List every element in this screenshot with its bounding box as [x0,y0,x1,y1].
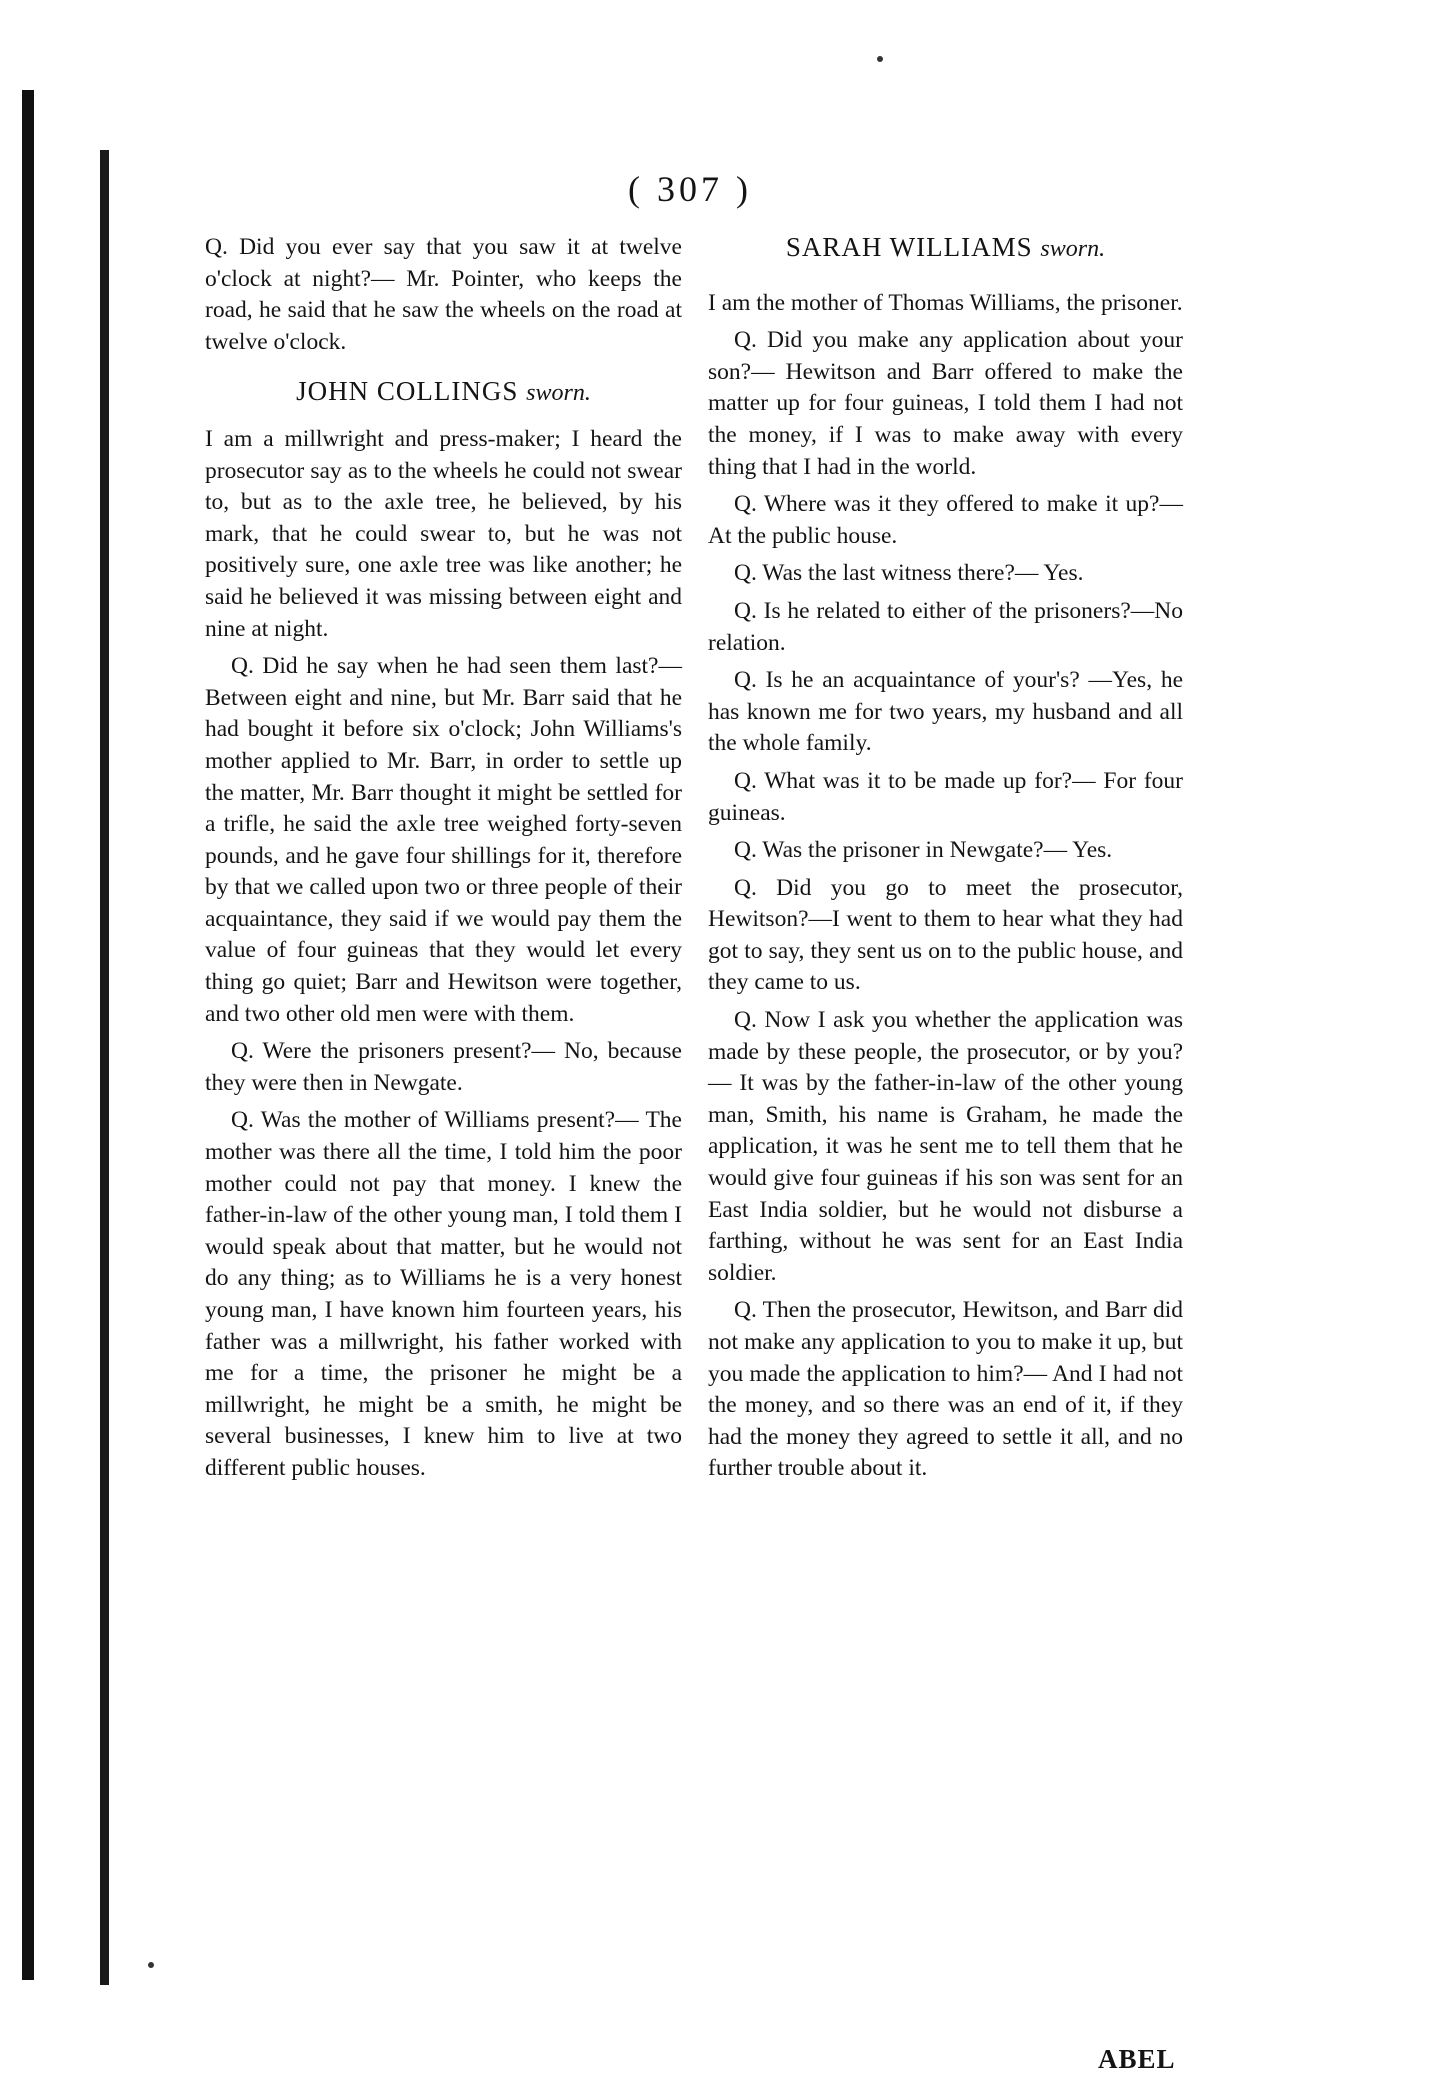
witness-heading-john-collings [205,376,682,410]
scan-speck [148,1962,154,1968]
witness-heading-sarah-williams [708,232,1183,266]
witness-name: SARAH WILLIAMS [785,232,1033,262]
question-paragraph: Q. Then the prosecutor, Hewitson, and Barr did not make any application to you to make it up, but you made the application to him?— And I had not the money, and so there was an end of it, if they had the money they agreed to settle it all, and no further trouble about it. [708,1297,1183,1482]
right-column [708,232,1183,1491]
testimony-paragraph: I am the mother of Thomas Williams, the prisoner. [708,289,1183,316]
scan-speck [877,56,883,62]
scan-margin-shadow [100,150,109,1985]
question-paragraph: Q. Was the mother of Williams present?— The mother was there all the time, I told him the poor mother could not pay that money. I knew the father-in-law of the other young man, I told them I would speak about that matter, but he would not do any thing; as to Williams he is a very honest young man, I have known him fourteen years, his father was a millwright, his father worked with me for a time, the prisoner he might be a millwright, he might be a smith, he might be several businesses, I knew him to live at two different public houses. [205,1107,682,1481]
question-paragraph: Q. Did you go to meet the prosecutor, Hewitson?—I went to them to hear what they had got to say, they sent us on to the public house, and they came to us. [708,874,1183,996]
testimony-paragraph: I am a millwright and press-maker; I heard the prosecutor say as to the wheels he could not swear to, but as to the axle tree, he believed, by his mark, that he could swear to, but he was not positively sure, one axle tree was like another; he said he believed it was missing between eight and nine at night. [205,425,682,642]
question-paragraph: Q. Is he an acquaintance of your's? —Yes, he has known me for two years, my husband and all the whole family. [708,667,1183,757]
question-paragraph: Q. What was it to be made up for?— For four guineas. [708,767,1183,826]
question-paragraph: Q. Were the prisoners present?— No, because they were then in Newgate. [205,1038,682,1096]
question-paragraph: Q. Did you ever say that you saw it at twelve o'clock at night?— Mr. Pointer, who keeps the road, he said that he saw the wheels on the road at twelve o'clock. [205,234,682,355]
catchword: ABEL [1098,2044,1176,2074]
question-paragraph: Q. Was the last witness there?— Yes. [734,560,1084,587]
question-paragraph: Q. Where was it they offered to make it up?—At the public house. [708,491,1183,549]
question-paragraph: Q. Did he say when he had seen them last?—Between eight and nine, but Mr. Barr said that he had bought it before six o'clock; John Williams's mother applied to Mr. Barr, in order to settle up the matter, Mr. Barr thought it might be settled for a trifle, he said the axle tree weighed forty-seven pounds, and he gave four shillings for it, therefore by that we called upon two or three people of their acquaintance, they said if we would pay them the value of four guineas that they would let every thing go quiet; Barr and Hewitson were together, and two other old men were with them. [205,653,682,1027]
scan-binding-edge [22,90,34,1980]
page-number: ( 307 ) [628,169,752,209]
question-paragraph: Q. Did you make any application about your son?— Hewitson and Barr offered to make the matter up for four guineas, I told them I had not the money, if I was to make away with every thing that I had in the world. [708,327,1183,480]
question-paragraph: Q. Was the prisoner in Newgate?— Yes. [734,837,1113,864]
witness-name: JOHN COLLINGS [296,376,519,407]
sworn-label: sworn. [1040,236,1106,262]
left-column [205,232,682,1491]
sworn-label: sworn. [526,380,591,407]
question-paragraph: Q. Is he related to either of the prisoners?—No relation. [708,597,1183,656]
question-paragraph: Q. Now I ask you whether the application was made by these people, the prosecutor, or by you?— It was by the father-in-law of the other young man, Smith, his name is Graham, he made the application, it was he sent me to tell them that he would give four guineas if his son was sent for an East India soldier, but he would not disburse a farthing, without he was sent for an East India soldier. [708,1007,1183,1286]
